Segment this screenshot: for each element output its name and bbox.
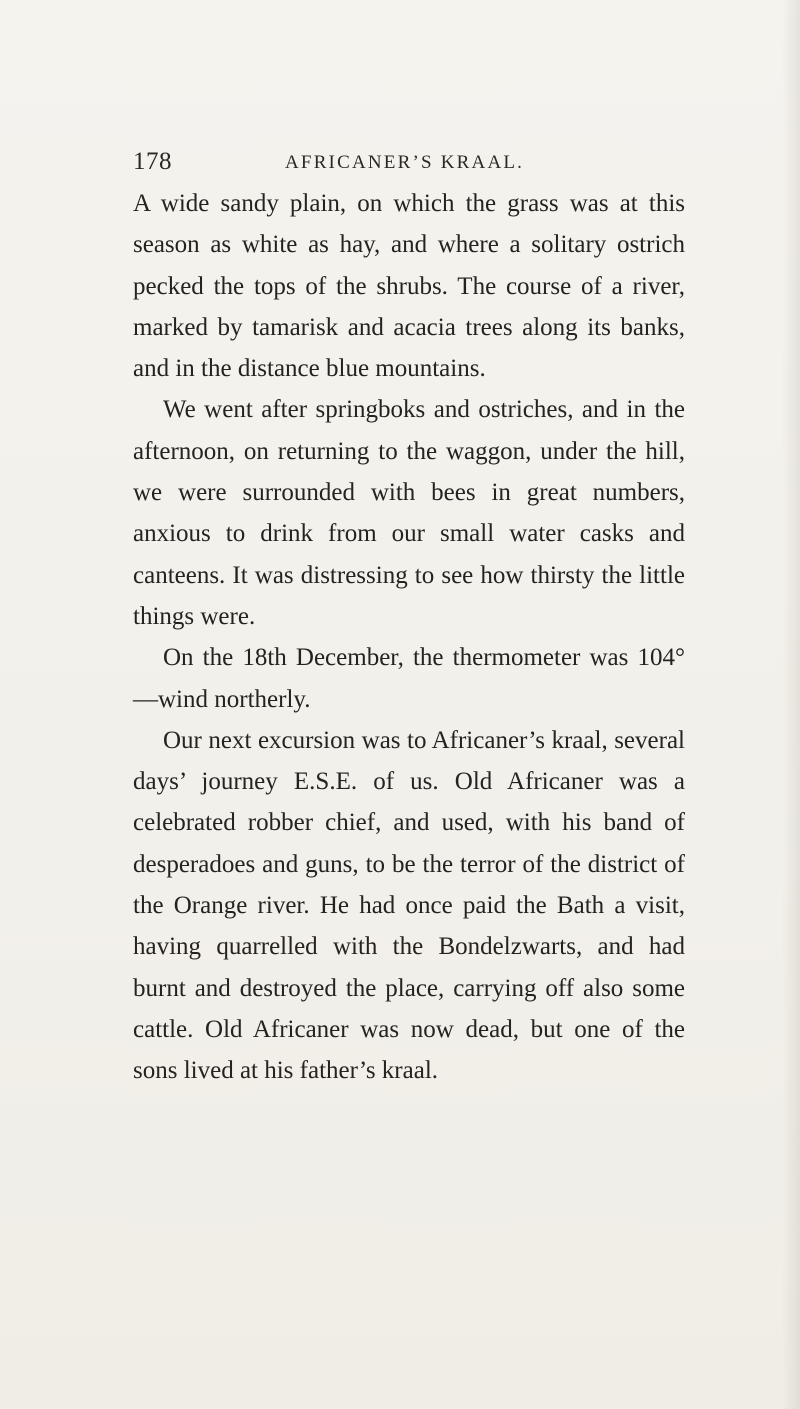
paragraph-2: We went after springboks and ostriches, and in the afternoon, on returning to the waggon, under the hill, we were surrounded with bees in great numbers, anxious to drink from our small water casks and canteens. It was distressing to see how thirsty the little things were.	[133, 396, 685, 630]
paragraph-3: On the 18th December, the thermometer was 104°—wind northerly.	[133, 644, 685, 713]
page-number: 178	[133, 148, 172, 175]
page-edge-shadow	[782, 0, 800, 1409]
body-text	[133, 183, 685, 1092]
paragraph-4: Our next excursion was to Africaner’s kraal, several days’ journey E.S.E. of us. Old Africaner was a celebrated robber chief, and used, with his band of desperadoes and guns, to be the terror of the district of the Orange river. He had once paid the Bath a visit, having quarrelled with the Bondelzwarts, and had burnt and destroyed the place, carrying off also some cattle. Old Africaner was now dead, but one of the sons lived at his father’s kraal.	[133, 726, 685, 1085]
page-header	[133, 148, 693, 182]
running-head: AFRICANER’S KRAAL.	[285, 152, 525, 173]
paragraph-1: A wide sandy plain, on which the grass was at this season as white as hay, and where a solitary ostrich pecked the tops of the shrubs. The course of a river, marked by tamarisk and acacia trees along its banks, and in the distance blue mountains.	[133, 190, 685, 383]
